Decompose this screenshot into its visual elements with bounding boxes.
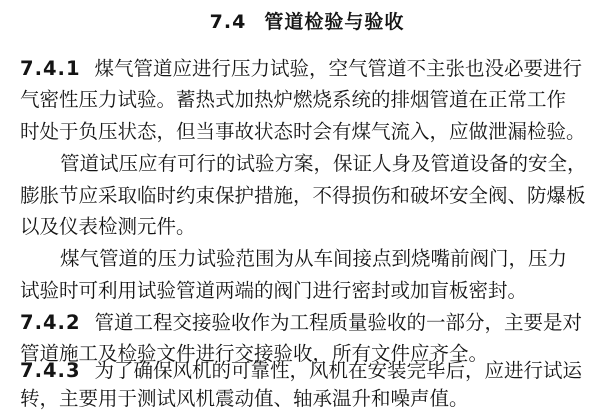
paragraph-line: 试验时可利用试验管道两端的阀门进行密封或加盲板密封。	[20, 279, 528, 302]
clause-7-4-1-line-1	[20, 55, 582, 83]
clause-number: 7.4.1	[20, 57, 81, 80]
paragraph-line: 管道施工及检验文件进行交接验收，所有文件应齐全。	[20, 342, 489, 365]
section-title: 管道检验与验收	[264, 11, 405, 33]
paragraph-line: 膨胀节应采取临时约束保护措施，不得损伤和破坏安全阀、防爆板	[20, 184, 586, 207]
paragraph-line: 转，主要用于测试风机震动值、轴承温升和噪声值。	[20, 387, 469, 410]
clause-7-4-1-line-2: 气密性压力试验。蓄热式加热炉燃烧系统的排烟管道在正常工作	[20, 88, 567, 111]
section-heading	[0, 10, 614, 34]
clause-text: 为了确保风机的可靠性，风机在安装完毕后，应进行试运	[94, 359, 583, 382]
clause-number: 7.4.3	[20, 359, 81, 382]
clause-text: 管道工程交接验收作为工程质量验收的一部分，主要是对	[94, 311, 583, 334]
clause-text: 煤气管道应进行压力试验，空气管道不主张也没必要进行	[94, 57, 583, 80]
clause-7-4-3-line-1	[20, 357, 582, 385]
clause-7-4-2-line-1	[20, 309, 582, 337]
paragraph-line: 以及仪表检测元件。	[20, 215, 196, 238]
paragraph-line: 管道试压应有可行的试验方案，保证人身及管道设备的安全，	[60, 152, 587, 175]
clause-number: 7.4.2	[20, 311, 81, 334]
paragraph-line: 煤气管道的压力试验范围为从车间接点到烧嘴前阀门，压力	[60, 247, 568, 270]
clause-7-4-1-line-3: 时处于负压状态，但当事故状态时会有煤气流入，应做泄漏检验。	[20, 120, 586, 143]
section-number: 7.4	[209, 11, 247, 33]
